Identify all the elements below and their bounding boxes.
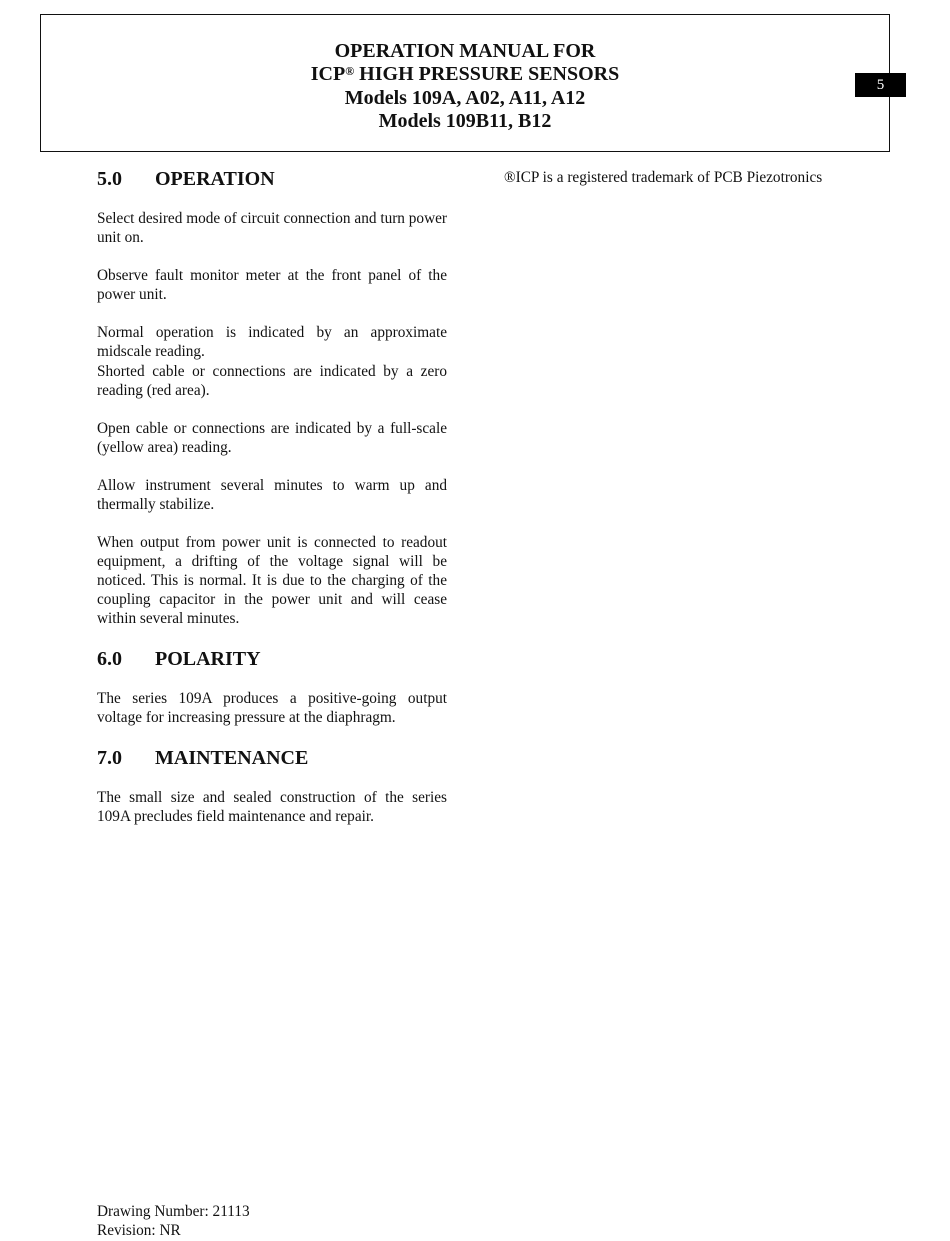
section-number: 6.0 bbox=[97, 648, 122, 670]
section-heading-polarity bbox=[97, 647, 261, 671]
header-models-line-1: Models 109A, A02, A11, A12 bbox=[344, 87, 586, 109]
section-number: 7.0 bbox=[97, 747, 122, 769]
section-heading-maintenance bbox=[97, 746, 308, 770]
paragraph: Shorted cable or connections are indicated by a zero reading (red area). bbox=[97, 363, 447, 399]
paragraph: When output from power unit is connected to readout equipment, a drifting of the voltage signal will be noticed. This is normal. It is due to the charging of the coupling capacitor in the power unit and will cease within several minutes. bbox=[97, 534, 447, 627]
trademark-note: ®ICP is a registered trademark of PCB Piezotronics bbox=[504, 169, 823, 186]
registered-mark: ® bbox=[345, 64, 355, 78]
revision: Revision: NR bbox=[97, 1222, 181, 1239]
section-title: POLARITY bbox=[155, 648, 261, 670]
paragraph: Select desired mode of circuit connection and turn power unit on. bbox=[97, 210, 448, 246]
paragraph: Normal operation is indicated by an approximate midscale reading. bbox=[97, 324, 447, 360]
section-title: OPERATION bbox=[155, 168, 275, 190]
paragraph: Observe fault monitor meter at the front panel of the power unit. bbox=[97, 267, 447, 303]
document-header bbox=[40, 14, 890, 152]
paragraph: The series 109A produces a positive-going output voltage for increasing pressure at the diaphragm. bbox=[97, 690, 447, 726]
page-number-tab: 5 bbox=[855, 73, 906, 97]
section-heading-operation bbox=[97, 167, 275, 191]
paragraph: The small size and sealed construction of the series 109A precludes field maintenance and repair. bbox=[97, 789, 447, 825]
header-sensors-text: HIGH PRESSURE SENSORS bbox=[354, 63, 620, 85]
drawing-number: Drawing Number: 21113 bbox=[97, 1203, 250, 1220]
paragraph: Allow instrument several minutes to warm up and thermally stabilize. bbox=[97, 477, 447, 513]
header-title-line-1: OPERATION MANUAL FOR bbox=[334, 40, 596, 62]
section-number: 5.0 bbox=[97, 168, 122, 190]
header-models-line-2: Models 109B11, B12 bbox=[378, 110, 552, 132]
paragraph: Open cable or connections are indicated by a full-scale (yellow area) reading. bbox=[97, 420, 447, 456]
header-title-line-2 bbox=[41, 63, 889, 86]
header-icp-text: ICP bbox=[310, 63, 346, 85]
section-title: MAINTENANCE bbox=[155, 747, 309, 769]
